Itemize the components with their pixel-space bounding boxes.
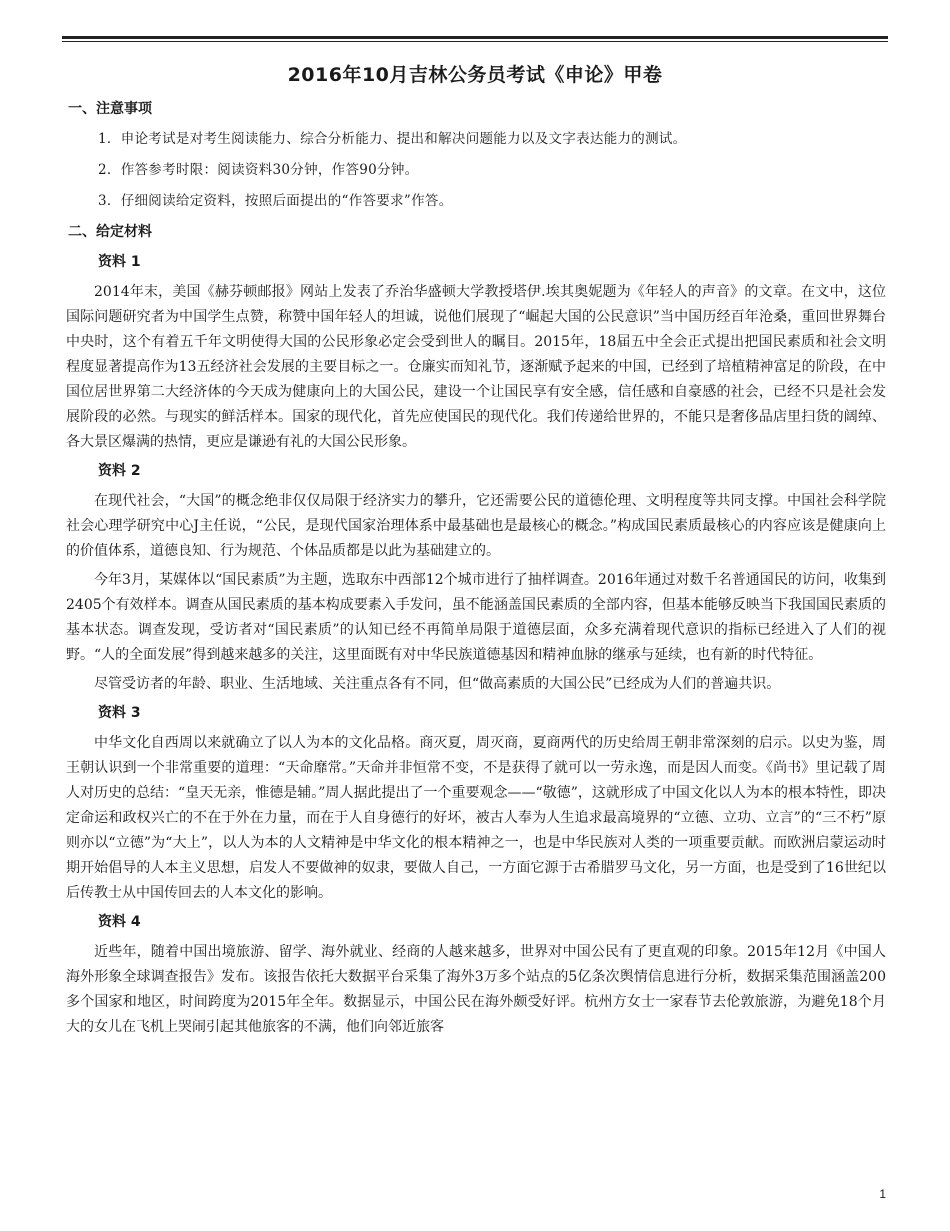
material-paragraph: 中华文化自西周以来就确立了以人为本的文化品格。商灭夏，周灭商，夏商两代的历史给周王朝非常深刻的启示。以史为鉴，周王朝认识到一个非常重要的道理：“天命靡常。”天命并非恒常不变，不是获得了就可以一劳永逸，而是因人而变。《尚书》里记载了周人对历史的总结：“皇天无亲，惟德是辅。”周人据此提出了一个重要观念——“敬德”，这就形成了中国文化以人为本的根本特性，即决定命运和政权兴亡的不在于外在力量，而在于人自身德行的好坏，被古人奉为人生追求最高境界的“立德、立功、立言”的“三不朽”原则亦以“立德”为“大上”，以人为本的人文精神是中华文化的根本精神之一，也是中华民族对人类的一项重要贡献。而欧洲启蒙运动时期开始倡导的人本主义思想，启发人不要做神的奴隶，要做人自己，一方面它源于古希腊罗马文化，另一方面，也是受到了16世纪以后传教士从中国传回去的人本文化的影响。 (66, 735, 886, 901)
material-paragraph: 今年3月，某媒体以“国民素质”为主题，选取东中西部12个城市进行了抽样调查。2016年通过对数千名普通国民的访问，收集到2405个有效样本。调查从国民素质的基本构成要素入手发问，虽不能涵盖国民素质的全部内容，但基本能够反映当下我国国民素质的基本状态。调查发现，受访者对“国民素质”的认知已经不再简单局限于道德层面，众多充满着现代意识的指标已经进入了人们的视野。“人的全面发展”得到越来越多的关注，这里面既有对中华民族道德基因和精神血脉的继承与延续，也有新的时代特征。 (66, 572, 886, 663)
note-item: 2．作答参考时限：阅读资料30分钟，作答90分钟。 (98, 162, 419, 178)
page-number: 1 (879, 1187, 886, 1201)
material-label: 资料 2 (98, 463, 141, 479)
section-heading-materials: 二、给定材料 (68, 224, 152, 240)
material-paragraph: 2014年末，美国《赫芬顿邮报》网站上发表了乔治华盛顿大学教授塔伊.埃其奥妮题为《年轻人的声音》的文章。在文中，这位国际问题研究者为中国学生点赞，称赞中国年轻人的坦诚，说他们展现了“崛起大国的公民意识”当中国历经百年沧桑，重回世界舞台中央时，这个有着五千年文明使得大国的公民形象必定会受到世人的瞩目。2015年，18届五中全会正式提出把国民素质和社会文明程度显著提高作为13五经济社会发展的主要目标之一。仓廉实而知礼节，逐渐赋予起来的中国，已经到了培植精神富足的阶段，在中国位居世界第二大经济体的今天成为健康向上的大国公民，建设一个让国民享有安全感，信任感和自豪感的社会，已经不只是社会发展阶段的必然。与现实的鲜活样本。国家的现代化，首先应使国民的现代化。我们传递给世界的，不能只是奢侈品店里扫货的阔绰、各大景区爆满的热情，更应是谦逊有礼的大国公民形象。 (66, 284, 886, 450)
note-item: 3．仔细阅读给定资料，按照后面提出的“作答要求”作答。 (98, 193, 453, 209)
material-paragraph: 在现代社会，“大国”的概念绝非仅仅局限于经济实力的攀升，它还需要公民的道德伦理、文明程度等共同支撑。中国社会科学院社会心理学研究中心J主任说，“公民，是现代国家治理体系中最基础也是最核心的概念。”构成国民素质最核心的内容应该是健康向上的价值体系，道德良知、行为规范、个体品质都是以此为基础建立的。 (66, 493, 886, 559)
note-item: 1．申论考试是对考生阅读能力、综合分析能力、提出和解决问题能力以及文字表达能力的测试。 (98, 131, 687, 147)
document-title: 2016年10月吉林公务员考试《申论》甲卷 (287, 64, 663, 86)
material-label: 资料 4 (98, 914, 141, 930)
material-paragraph: 近些年，随着中国出境旅游、留学、海外就业、经商的人越来越多，世界对中国公民有了更直观的印象。2015年12月《中国人海外形象全球调查报告》发布。该报告依托大数据平台采集了海外3万多个站点的5亿条次舆情信息进行分析，数据采集范围涵盖200多个国家和地区，时间跨度为2015年全年。数据显示，中国公民在海外颇受好评。杭州方女士一家春节去伦敦旅游，为避免18个月大的女儿在飞机上哭闹引起其他旅客的不满，他们向邻近旅客 (66, 944, 886, 1035)
section-heading-notes: 一、注意事项 (68, 101, 152, 117)
header-rule-thick (62, 36, 888, 39)
document-body (66, 94, 886, 1044)
material-label: 资料 1 (98, 254, 141, 270)
material-paragraph: 尽管受访者的年龄、职业、生活地域、关注重点各有不同，但“做高素质的大国公民”已经成为人们的普遍共识。 (94, 676, 781, 692)
header-rule-thin (62, 41, 888, 42)
material-label: 资料 3 (98, 705, 141, 721)
